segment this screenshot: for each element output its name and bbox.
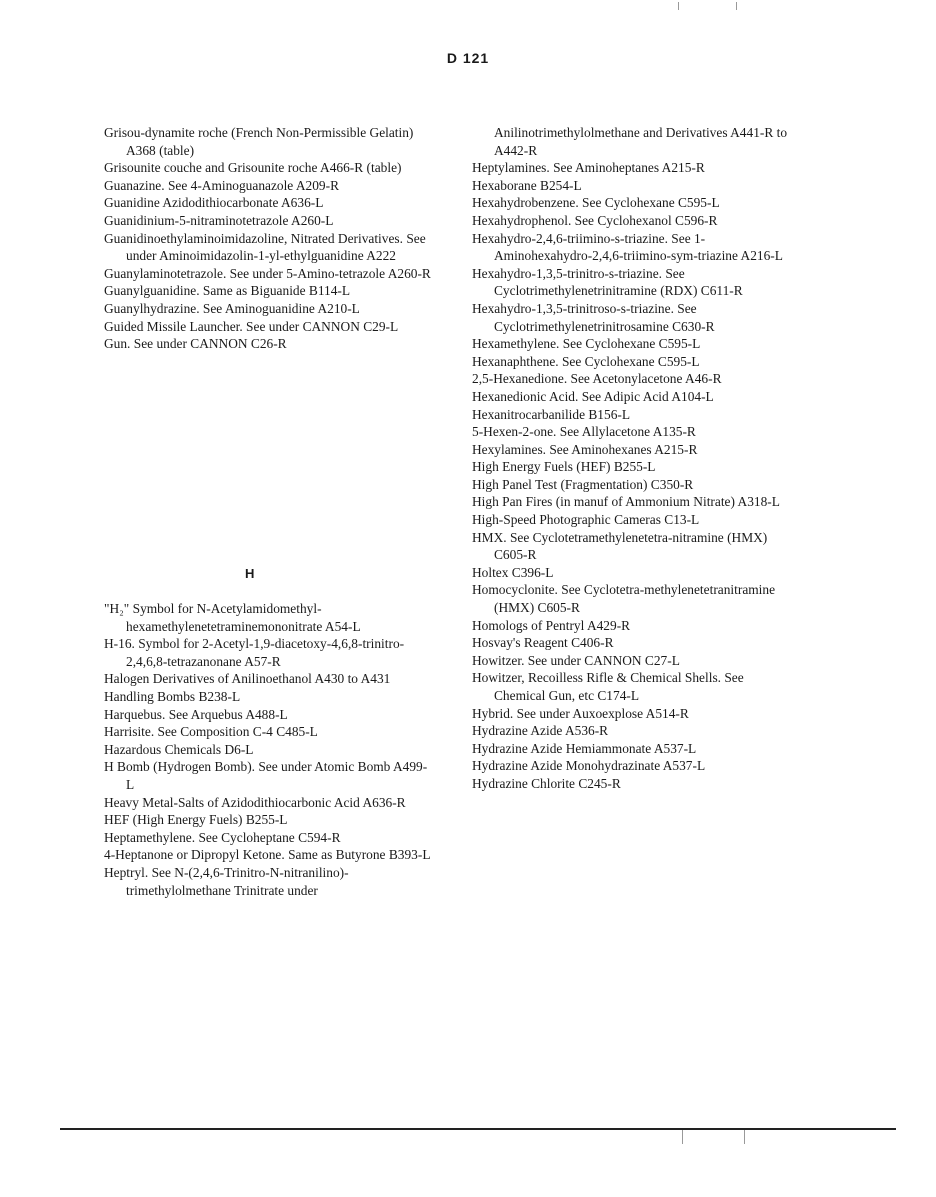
index-entry: Gun. See under CANNON C26-R <box>104 336 287 352</box>
index-entry: 2,5-Hexanedione. See Acetonylacetone A46-R <box>472 371 722 387</box>
index-entry: Harrisite. See Composition C-4 C485-L <box>104 724 318 740</box>
left-column-g-entries <box>104 124 434 353</box>
scan-mark <box>682 1130 683 1144</box>
index-entry: Guanylhydrazine. See Aminoguanidine A210-L <box>104 300 360 316</box>
section-heading: H <box>245 566 255 581</box>
index-entry: HMX. See Cyclotetramethylenetetra-nitramine (HMX) C605-R <box>472 529 768 563</box>
index-entry: Guanidine Azidodithiocarbonate A636-L <box>104 195 324 211</box>
bottom-rule <box>60 1128 896 1130</box>
index-entry: Hazardous Chemicals D6-L <box>104 741 254 757</box>
index-entry: Guanazine. See 4-Aminoguanazole A209-R <box>104 177 340 193</box>
index-entry: High-Speed Photographic Cameras C13-L <box>472 512 700 528</box>
index-entry: 4-Heptanone or Dipropyl Ketone. Same as Butyrone B393-L <box>104 847 431 863</box>
index-entry: Hexanaphthene. See Cyclohexane C595-L <box>472 353 700 369</box>
index-entry: Guanylaminotetrazole. See under 5-Amino-tetrazole A260-R <box>104 265 431 281</box>
index-entry: Hexanedionic Acid. See Adipic Acid A104-L <box>472 388 714 404</box>
index-entry: High Energy Fuels (HEF) B255-L <box>472 459 656 475</box>
index-entry: Hexahydro-1,3,5-trinitro-s-triazine. See Cyclotrimethylenetrinitramine (RDX) C611-R <box>472 265 743 299</box>
index-entry: Halogen Derivatives of Anilinoethanol A430 to A431 <box>104 671 391 687</box>
index-entry: Hexahydrobenzene. See Cyclohexane C595-L <box>472 195 720 211</box>
index-entry: Guanylguanidine. Same as Biguanide B114-L <box>104 283 351 299</box>
index-entry: Handling Bombs B238-L <box>104 688 241 704</box>
index-entry: 5-Hexen-2-one. See Allylacetone A135-R <box>472 424 696 440</box>
index-entry: Hybrid. See under Auxoexplose A514-R <box>472 705 689 721</box>
index-entry: HEF (High Energy Fuels) B255-L <box>104 812 288 828</box>
scan-mark <box>744 1130 745 1144</box>
index-entry: Guided Missile Launcher. See under CANNON C29-L <box>104 318 399 334</box>
index-entry: Hexamethylene. See Cyclohexane C595-L <box>472 336 701 352</box>
index-entry: Hexahydro-1,3,5-trinitroso-s-triazine. See Cyclotrimethylenetrinitrosamine C630-R <box>472 300 715 334</box>
index-entry: H Bomb (Hydrogen Bomb). See under Atomic Bomb A499-L <box>104 759 428 792</box>
index-entry: Hexylamines. See Aminohexanes A215-R <box>472 441 698 457</box>
index-entry: Hexahydrophenol. See Cyclohexanol C596-R <box>472 212 718 228</box>
index-entry: Hexaborane B254-L <box>472 177 582 193</box>
index-entry: Hydrazine Azide Hemiammonate A537-L <box>472 740 697 756</box>
index-entry: Harquebus. See Arquebus A488-L <box>104 706 288 722</box>
index-entry: Hexahydro-2,4,6-triimino-s-triazine. See 1-Aminohexahydro-2,4,6-triimino-sym-triazine A216-L <box>472 230 783 264</box>
index-entry: Guanidinoethylaminoimidazoline, Nitrated Derivatives. See under Aminoimidazolin-1-yl-ethylguanidine A222 <box>104 230 426 264</box>
index-entry: Homologs of Pentryl A429-R <box>472 617 631 633</box>
index-entry: High Panel Test (Fragmentation) C350-R <box>472 476 694 492</box>
index-entry-continued: Anilinotrimethylolmethane and Derivatives A441-R to A442-R <box>494 125 788 158</box>
index-entry: "H₂" Symbol for N-Acetylamidomethyl-hexamethylenetetraminemononitrate A54-L <box>104 601 361 634</box>
index-entry: Homocyclonite. See Cyclotetra-methylenetetranitramine (HMX) C605-R <box>472 582 776 616</box>
index-entry: Howitzer. See under CANNON C27-L <box>472 652 680 668</box>
index-entry: Hosvay's Reagent C406-R <box>472 635 614 651</box>
index-entry: Hydrazine Azide A536-R <box>472 723 609 739</box>
index-entry: Heptryl. See N-(2,4,6-Trinitro-N-nitranilino)-trimethylolmethane Trinitrate under <box>104 864 349 898</box>
index-entry: Heavy Metal-Salts of Azidodithiocarbonic Acid A636-R <box>104 794 406 810</box>
index-entry: Grisou-dynamite roche (French Non-Permissible Gelatin) A368 (table) <box>104 125 414 158</box>
index-entry: High Pan Fires (in manuf of Ammonium Nitrate) A318-L <box>472 494 780 510</box>
index-entry: Hexanitrocarbanilide B156-L <box>472 406 631 422</box>
index-entry: Heptamethylene. See Cycloheptane C594-R <box>104 829 341 845</box>
index-entry: Hydrazine Chlorite C245-R <box>472 775 621 791</box>
index-entry: Heptylamines. See Aminoheptanes A215-R <box>472 160 705 176</box>
index-entry: Holtex C396-L <box>472 564 554 580</box>
index-entry: Hydrazine Azide Monohydrazinate A537-L <box>472 758 706 774</box>
scan-mark <box>736 2 737 10</box>
index-entry: Howitzer, Recoilless Rifle & Chemical Shells. See Chemical Gun, etc C174-L <box>472 670 744 703</box>
left-column-h-entries <box>104 600 434 899</box>
page-number: D 121 <box>446 50 490 66</box>
scan-mark <box>678 2 679 10</box>
index-entry: Guanidinium-5-nitraminotetrazole A260-L <box>104 212 334 228</box>
right-column-entries <box>472 124 792 793</box>
index-entry: H-16. Symbol for 2-Acetyl-1,9-diacetoxy-4,6,8-trinitro-2,4,6,8-tetrazanonane A57-R <box>104 636 405 669</box>
index-entry: Grisounite couche and Grisounite roche A466-R (table) <box>104 160 402 176</box>
